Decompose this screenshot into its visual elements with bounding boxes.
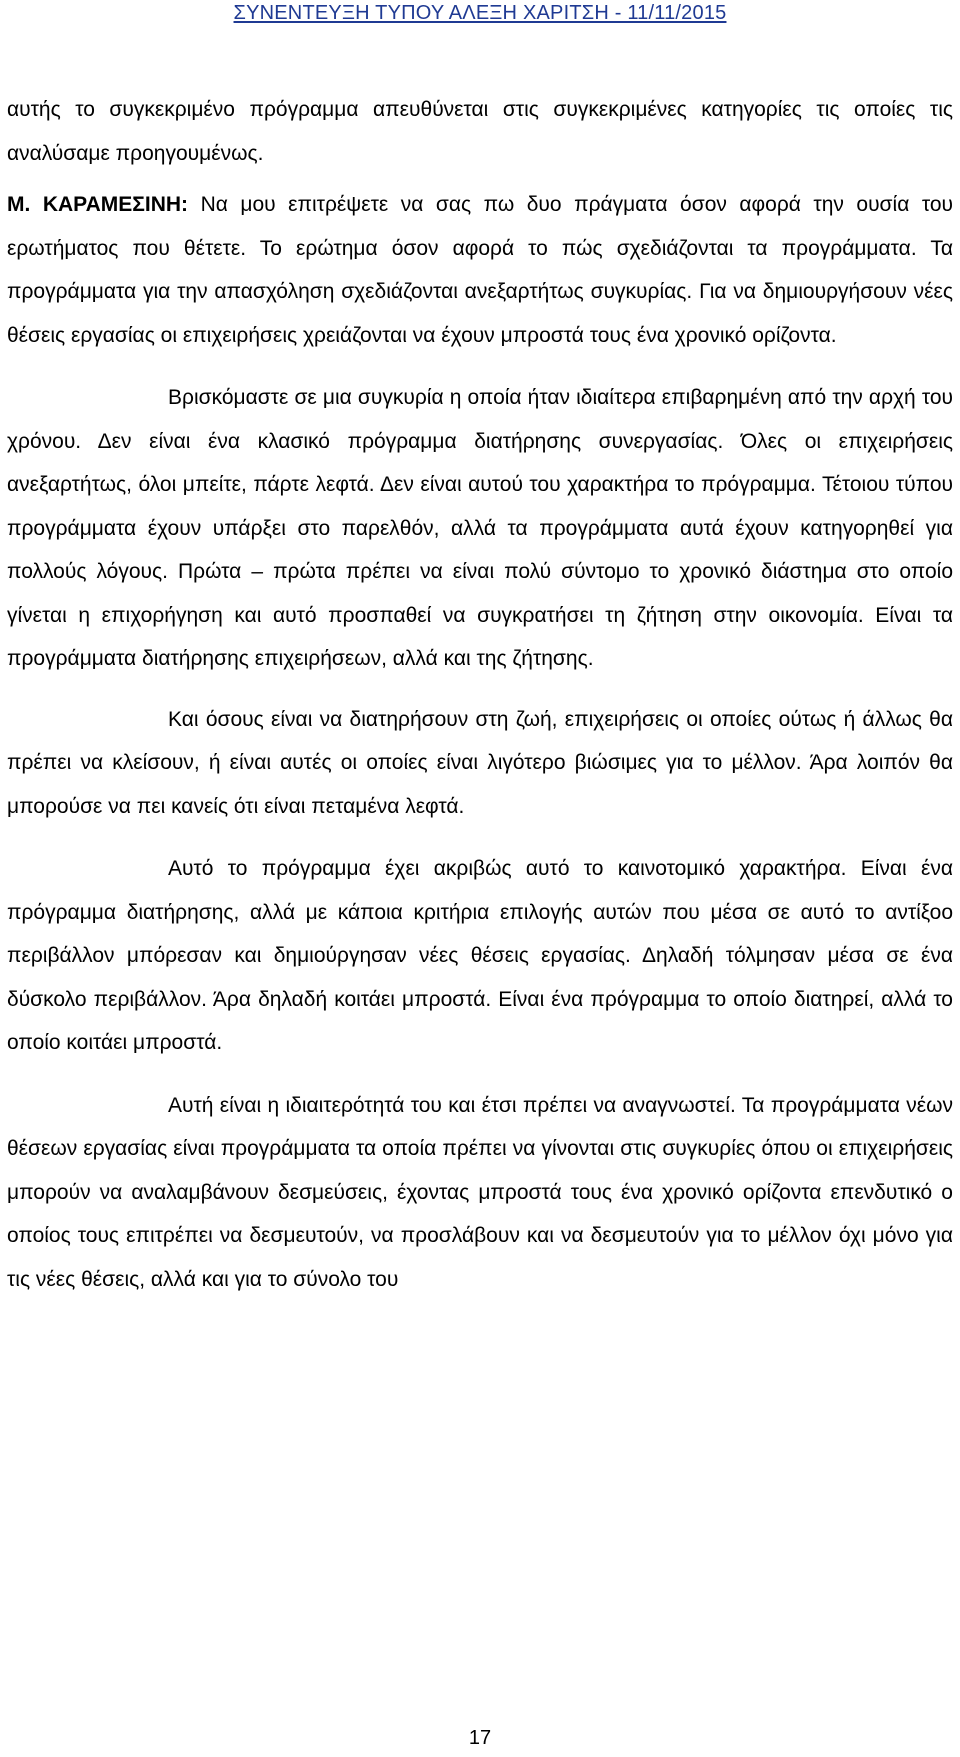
paragraph-3: [7, 376, 953, 681]
paragraph-2: [7, 183, 953, 357]
paragraph-1: [7, 88, 953, 175]
paragraph-text: Αυτή είναι η ιδιαιτερότητά του και έτσι πρέπει να αναγνωστεί. Τα προγράμματα νέων θέσεων εργασίας είναι προγράμματα τα οποία πρέπει να γίνονται στις συγκυρίες όπου οι επιχειρήσεις μπορούν να αναλαμβάνουν δεσμεύσεις, έχοντας μπροστά τους ένα χρονικό ορίζοντα επενδυτικό ο οποίος τους επιτρέπει να δεσμευτούν, να προσλάβουν και να δεσμευτούν για το μέλλον όχι μόνο για τις νέες θέσεις, αλλά και για το σύνολο του: [7, 1093, 953, 1291]
paragraph-5: [7, 847, 953, 1065]
page-number: [0, 1725, 960, 1751]
paragraph-text: Να μου επιτρέψετε να σας πω δυο πράγματα όσον αφορά την ουσία του ερωτήματος που θέτετε. Το ερώτημα όσον αφορά το πώς σχεδιάζονται τα προγράμματα. Τα προγράμματα για την απασχόληση σχεδιάζονται ανεξαρτήτως συγκυρίας. Για να δημιουργήσουν νέες θέσεις εργασίας οι επιχειρήσεις χρειάζονται να έχουν μπροστά τους ένα χρονικό ορίζοντα.: [7, 193, 953, 347]
paragraph-text: αυτής το συγκεκριμένο πρόγραμμα απευθύνεται στις συγκεκριμένες κατηγορίες τις οποίες τις αναλύσαμε προηγουμένως.: [7, 98, 953, 165]
paragraph-text: Βρισκόμαστε σε μια συγκυρία η οποία ήταν ιδιαίτερα επιβαρημένη από την αρχή του χρόνου. Δεν είναι ένα κλασικό πρόγραμμα διατήρησης συνεργασίας. Όλες οι επιχειρήσεις ανεξαρτήτως, όλοι μπείτε, πάρτε λεφτά. Δεν είναι αυτού του χαρακτήρα το πρόγραμμα. Τέτοιου τύπου προγράμματα έχουν υπάρξει στο παρελθόν, αλλά τα προγράμματα αυτά έχουν κατηγορηθεί για πολλούς λόγους. Πρώτα – πρώτα πρέπει να είναι πολύ σύντομο το χρονικό διάστημα στο οποίο γίνεται η επιχορήγηση και αυτό προσπαθεί να συγκρατήσει τη ζήτηση στην οικονομία. Είναι τα προγράμματα διατήρησης επιχειρήσεων, αλλά και της ζήτησης.: [7, 386, 953, 670]
paragraph-4: [7, 698, 953, 829]
document-header: [0, 0, 960, 26]
page-number-text: 17: [468, 1727, 492, 1749]
paragraph-text: Και όσους είναι να διατηρήσουν στη ζωή, επιχειρήσεις οι οποίες ούτως ή άλλως θα πρέπει να κλείσουν, ή είναι αυτές οι οποίες είναι λιγότερο βιώσιμες για το μέλλον. Άρα λοιπόν θα μπορούσε να πει κανείς ότι είναι πεταμένα λεφτά.: [7, 707, 953, 818]
paragraph-6: [7, 1084, 953, 1302]
paragraph-text: Αυτό το πρόγραμμα έχει ακριβώς αυτό το καινοτομικό χαρακτήρα. Είναι ένα πρόγραμμα διατήρησης, αλλά με κάποια κριτήρια επιλογής αυτών που μέσα σε αυτό το αντίξοο περιβάλλον μπόρεσαν και δημιούργησαν νέες θέσεις εργασίας. Δηλαδή τόλμησαν μέσα σε ένα δύσκολο περιβάλλον. Άρα δηλαδή κοιτάει μπροστά. Είναι ένα πρόγραμμα το οποίο διατηρεί, αλλά το οποίο κοιτάει μπροστά.: [7, 857, 953, 1054]
header-title: ΣΥΝΕΝΤΕΥΞΗ ΤΥΠΟΥ ΑΛΕΞΗ ΧΑΡΙΤΣΗ - 11/11/2015: [233, 2, 727, 24]
document-body: [7, 88, 953, 1301]
speaker-label: Μ. ΚΑΡΑΜΕΣΙΝΗ:: [7, 193, 189, 216]
